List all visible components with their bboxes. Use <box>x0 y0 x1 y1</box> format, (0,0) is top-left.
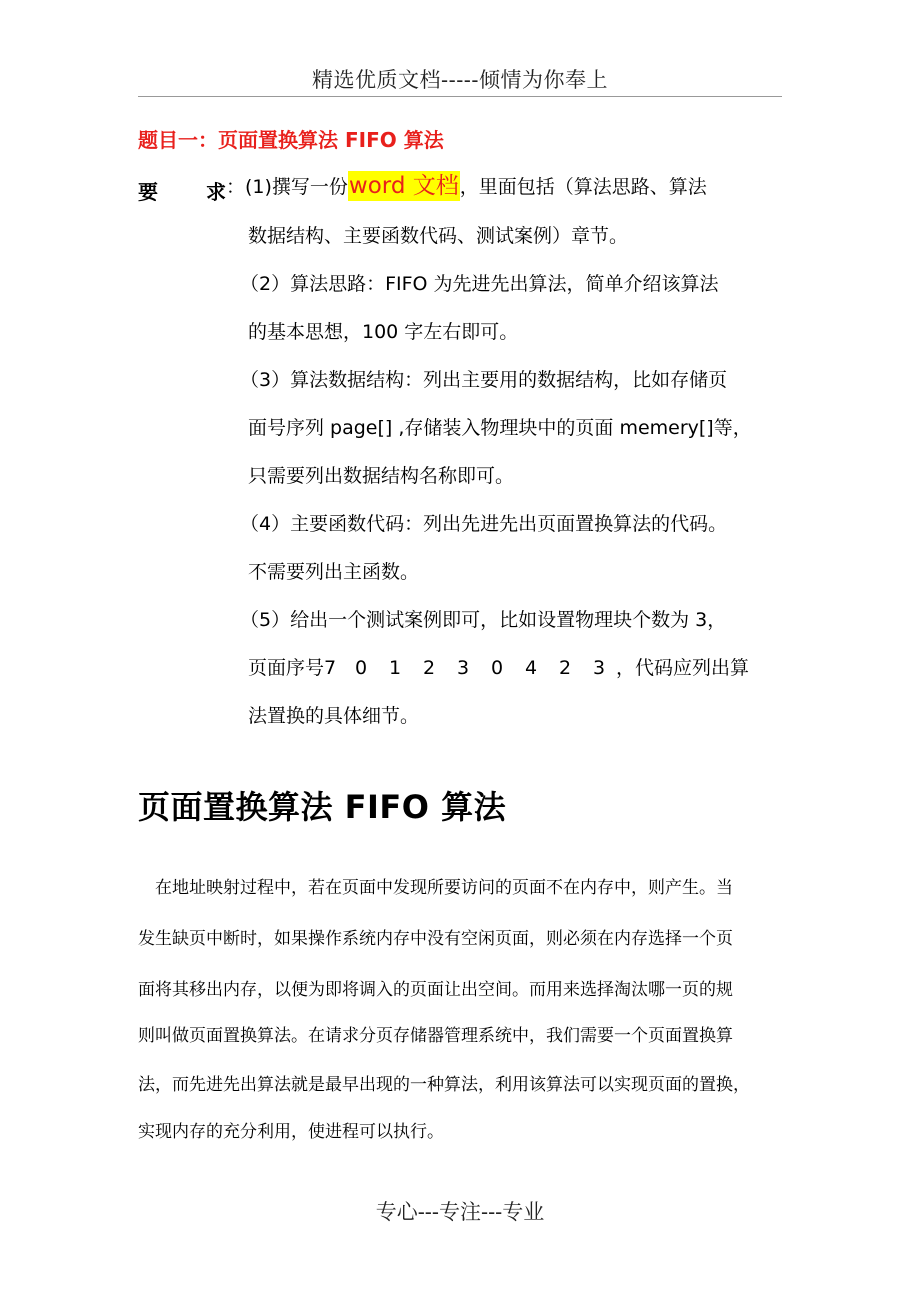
sequence-number: 0 <box>490 657 504 679</box>
requirement-1-prefix: ：(1)撰写一份 <box>226 176 348 198</box>
requirement-3-line-3: 只需要列出数据结构名称即可。 <box>248 465 515 487</box>
paragraph-line: 则叫做页面置换算法。在请求分页存储器管理系统中，我们需要一个页面置换算 <box>138 1026 733 1046</box>
requirement-1-suffix: ，里面包括（算法思路、算法 <box>459 176 707 198</box>
page-sequence <box>324 657 616 679</box>
requirement-label-char-2: 求 <box>206 180 226 204</box>
paragraph-line: 法，而先进先出算法就是最早出现的一种算法，利用该算法可以实现页面的置换， <box>138 1075 750 1095</box>
problem-title: 题目一：页面置换算法 FIFO 算法 <box>138 128 444 152</box>
sequence-number: 2 <box>558 657 572 679</box>
paragraph-line: 面将其移出内存，以便为即将调入的页面让出空间。而用来选择淘汰哪一页的规 <box>138 980 733 1000</box>
requirement-4-line-2: 不需要列出主函数。 <box>248 561 420 583</box>
requirement-1-line-1 <box>226 174 707 199</box>
requirement-5-line-2-prefix: 页面序号 <box>248 657 325 679</box>
sequence-number: 3 <box>592 657 606 679</box>
requirement-1-line-2: 数据结构、主要函数代码、测试案例）章节。 <box>248 225 629 247</box>
section-heading: 页面置换算法 FIFO 算法 <box>138 788 507 826</box>
requirement-5-line-2-suffix: ，代码应列出算 <box>616 657 750 679</box>
requirement-5-line-2 <box>248 656 749 680</box>
sequence-number: 1 <box>388 657 402 679</box>
requirement-5-line-3: 法置换的具体细节。 <box>248 705 420 727</box>
requirement-4-line-1: （4）主要函数代码：列出先进先出页面置换算法的代码。 <box>240 513 728 535</box>
highlighted-word-document: word 文档 <box>348 173 459 199</box>
page-header: 精选优质文档-----倾情为你奉上 <box>312 68 608 92</box>
page-footer: 专心---专注---专业 <box>375 1200 545 1224</box>
sequence-number: 2 <box>422 657 436 679</box>
paragraph-line: 实现内存的充分利用，使进程可以执行。 <box>138 1122 444 1142</box>
requirement-3-line-2: 面号序列 page[] ,存储装入物理块中的页面 memery[]等， <box>248 417 752 439</box>
sequence-number: 3 <box>456 657 470 679</box>
requirement-2-line-2: 的基本思想，100 字左右即可。 <box>248 321 519 343</box>
header-divider <box>138 96 782 97</box>
requirement-2-line-1: （2）算法思路：FIFO 为先进先出算法，简单介绍该算法 <box>240 273 719 295</box>
paragraph-line: 发生缺页中断时，如果操作系统内存中没有空闲页面，则必须在内存选择一个页 <box>138 929 733 949</box>
requirement-3-line-1: （3）算法数据结构：列出主要用的数据结构，比如存储页 <box>240 369 728 391</box>
sequence-number: 0 <box>354 657 368 679</box>
sequence-number: 4 <box>524 657 538 679</box>
requirement-label-char-1: 要 <box>138 180 158 204</box>
requirement-5-line-1: （5）给出一个测试案例即可，比如设置物理块个数为 3， <box>240 609 727 631</box>
sequence-number: 7 <box>324 657 337 679</box>
paragraph-line: 在地址映射过程中，若在页面中发现所要访问的页面不在内存中，则产生。当 <box>138 878 733 898</box>
